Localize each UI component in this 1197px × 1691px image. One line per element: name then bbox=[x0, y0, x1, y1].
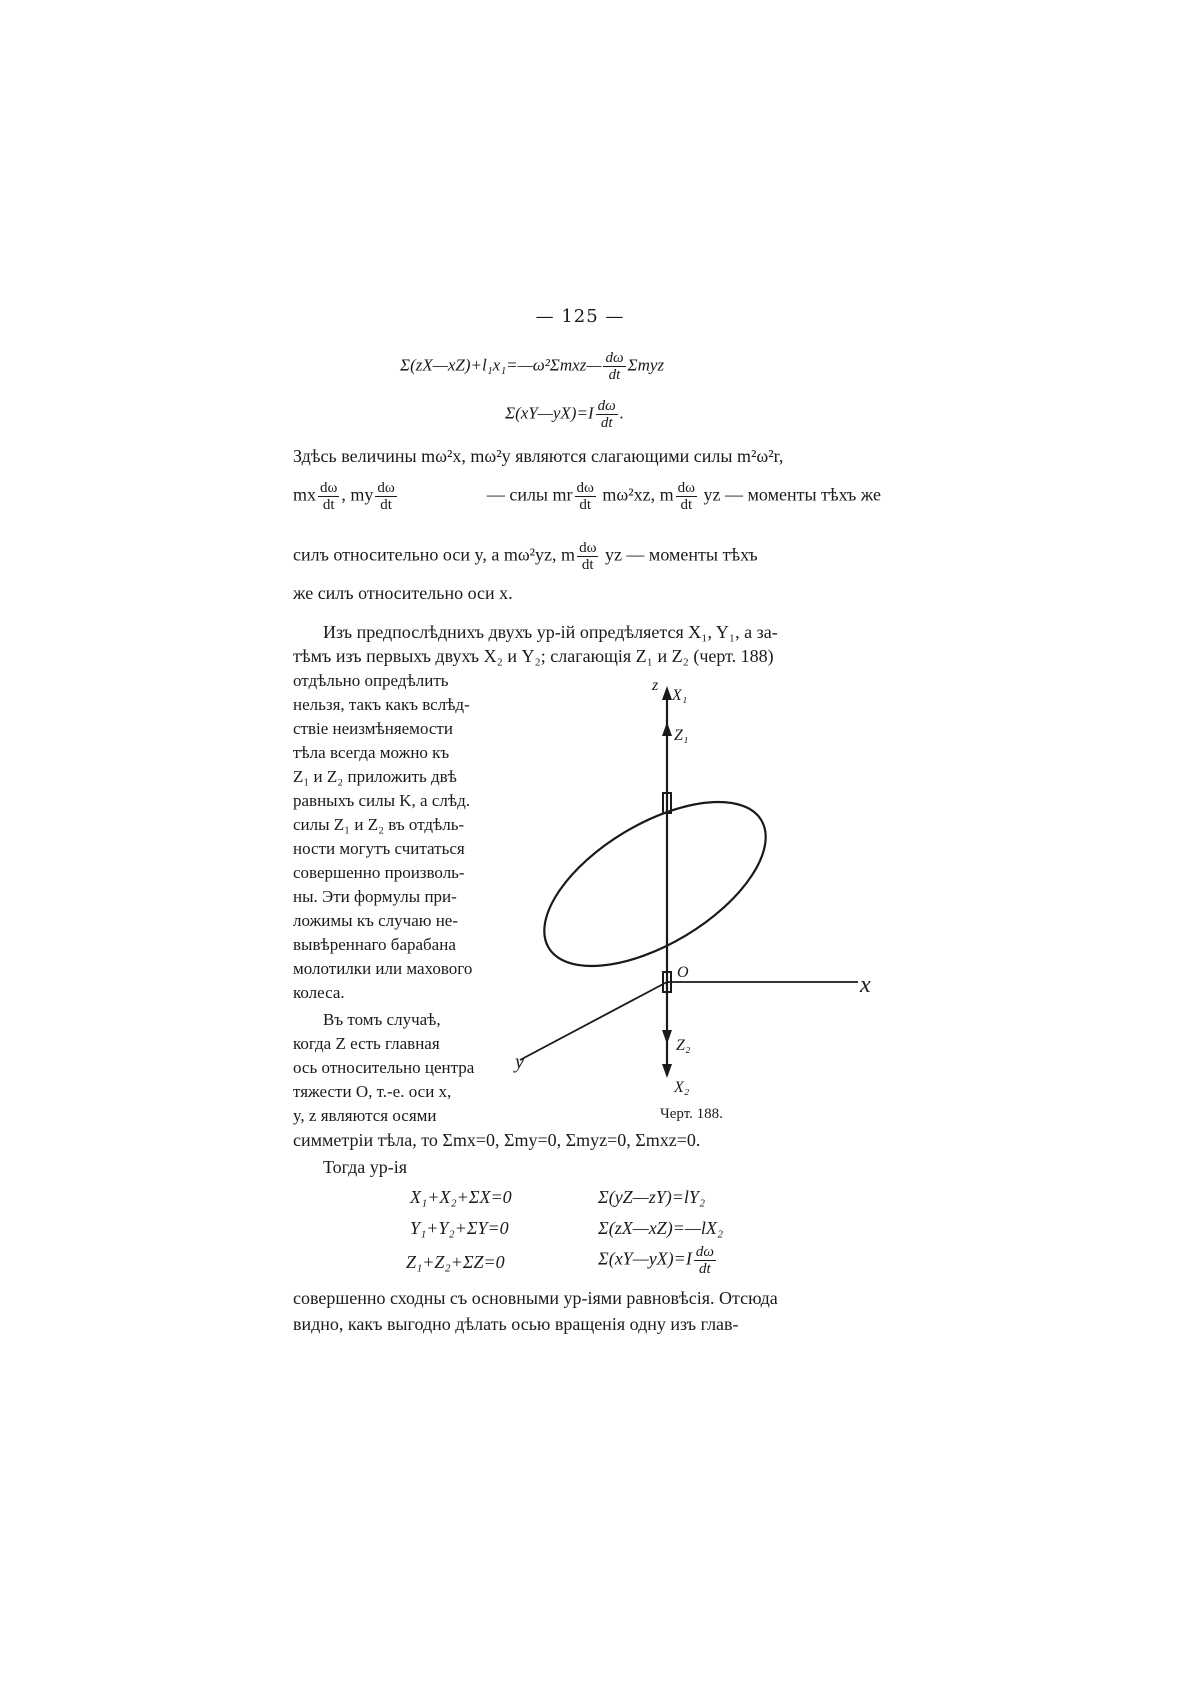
system-left-2: Y₁+Y₂+ΣY=0 bbox=[410, 1218, 509, 1238]
system-right-3: Σ(xY—yX)=I $\frac{d\omega}{dt}$ bbox=[598, 1244, 714, 1277]
bottom-line2: видно, какъ выгодно дѣлать осью вращенія одну изъ глав- bbox=[293, 1314, 739, 1334]
column-line: равныхъ силы K, а слѣд. bbox=[293, 791, 471, 810]
then-line: Тогда ур-ія bbox=[323, 1157, 408, 1177]
arrow-x2-icon bbox=[662, 1064, 672, 1078]
label-z2: Z₂ bbox=[676, 1037, 691, 1054]
label-z: z bbox=[652, 677, 659, 694]
column-line: ности могутъ считаться bbox=[293, 839, 465, 858]
para1-line4: же силъ относительно оси x. bbox=[293, 583, 513, 603]
label-x1: X₁ bbox=[672, 687, 688, 704]
column-line: ствіе неизмѣняемости bbox=[293, 719, 453, 738]
arrow-x1-icon bbox=[662, 686, 672, 700]
column-line: колеса. bbox=[293, 983, 345, 1002]
page-number: — 125 — bbox=[535, 306, 625, 327]
column-line: вывѣреннаго барабана bbox=[293, 935, 456, 954]
column-line: ложимы къ случаю не- bbox=[293, 911, 459, 930]
column-line: когда Z есть главная bbox=[293, 1034, 440, 1053]
para1-line3: силъ относительно оси y, а mω²yz, m $\frac{d\omega}{dt}$ yz — моменты тѣхъ bbox=[293, 540, 758, 573]
column-line: молотилки или махового bbox=[293, 959, 473, 978]
column-line: Z₁ и Z₂ приложить двѣ bbox=[293, 767, 457, 786]
equation-1: Σ(zX—xZ)+l₁x₁=—ω²Σmxz— $\frac{d\omega}{dt}$ Σmyz bbox=[400, 350, 665, 383]
arrow-z2-icon bbox=[662, 1030, 672, 1044]
symmetry-line: симметріи тѣла, то Σmx=0, Σmy=0, Σmyz=0, Σmxz=0. bbox=[293, 1130, 701, 1150]
figure-caption: Черт. 188. bbox=[660, 1106, 723, 1122]
label-x: x bbox=[860, 972, 871, 998]
y-axis bbox=[520, 982, 667, 1060]
label-x2: X₂ bbox=[674, 1079, 690, 1096]
arrow-z1-icon bbox=[662, 722, 672, 736]
para1-line1: Здѣсь величины mω²x, mω²y являются слагающими силы m²ω²r, bbox=[293, 446, 784, 466]
column-line: ны. Эти формулы при- bbox=[293, 887, 457, 906]
system-left-3: Z₁+Z₂+ΣZ=0 bbox=[406, 1252, 505, 1272]
column-line: совершенно произволь- bbox=[293, 863, 465, 882]
column-line: тяжести O, т.-е. оси x, bbox=[293, 1082, 452, 1101]
column-line: отдѣльно опредѣлить bbox=[293, 671, 449, 690]
para1-line2: mx $\frac{d\omega}{dt}$ , my $\frac{d\omega}{dt}$ — силы mr $\frac{d\omega}{dt}$ mω²xz, m $\frac{d\omega}{dt}$ yz — моменты тѣхъ же bbox=[293, 480, 881, 513]
column-line: силы Z₁ и Z₂ въ отдѣль- bbox=[293, 815, 465, 834]
label-y: y bbox=[515, 1051, 524, 1073]
system-right-1: Σ(yZ—zY)=lY₂ bbox=[598, 1187, 706, 1207]
column-line: Въ томъ случаѣ, bbox=[323, 1010, 441, 1029]
system-left-1: X₁+X₂+ΣX=0 bbox=[410, 1187, 512, 1207]
equation-2: Σ(xY—yX)=I $\frac{d\omega}{dt}$ . bbox=[505, 398, 624, 431]
bottom-line1: совершенно сходны съ основными ур-іями равновѣсія. Отсюда bbox=[293, 1288, 778, 1308]
column-line: y, z являются осями bbox=[293, 1106, 437, 1125]
para2-line2: тѣмъ изъ первыхъ двухъ X₂ и Y₂; слагающія Z₁ и Z₂ (черт. 188) bbox=[293, 646, 774, 666]
label-o: O bbox=[677, 964, 689, 981]
column-line: тѣла всегда можно къ bbox=[293, 743, 450, 762]
column-line: нельзя, такъ какъ вслѣд- bbox=[293, 695, 470, 714]
system-right-2: Σ(zX—xZ)=—lX₂ bbox=[598, 1218, 724, 1238]
para2-line1: Изъ предпослѣднихъ двухъ ур-ій опредѣляется X₁, Y₁, а за- bbox=[323, 622, 778, 642]
label-z1: Z₁ bbox=[674, 727, 689, 744]
body-ellipse bbox=[518, 769, 792, 1000]
column-line: ось относительно центра bbox=[293, 1058, 475, 1077]
